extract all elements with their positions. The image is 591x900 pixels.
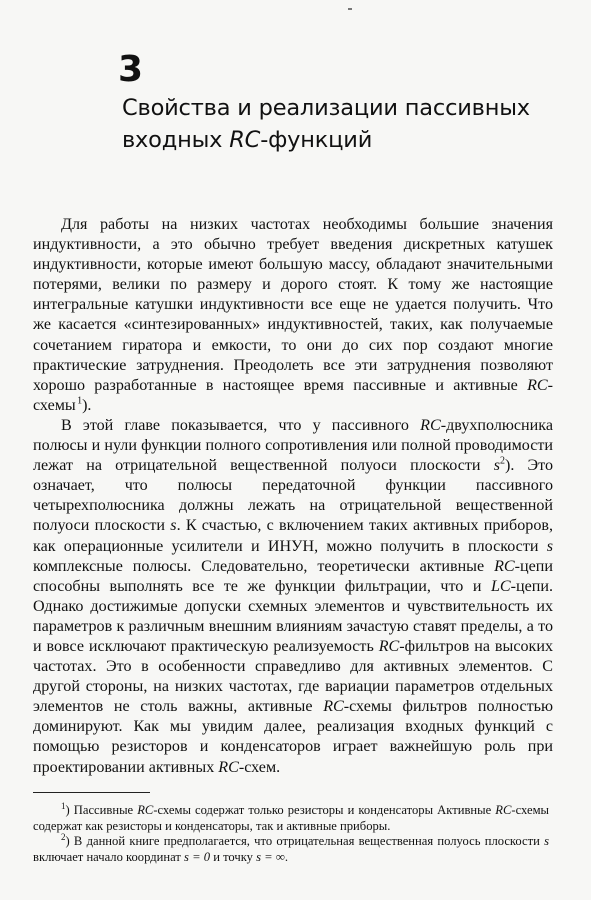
rc-term: RC	[323, 698, 344, 716]
text-run: ) Пассивные	[65, 803, 138, 817]
footnote-2	[33, 831, 549, 865]
rc-term: RC	[527, 376, 548, 394]
text-run: -цепи. Однако достижимые допуски схемных элементов и чувствительность их параметров к различным внешним влияниям зачастую ставят пределы, а то и вовсе исключают практическую реализуемость	[33, 577, 553, 655]
text-run: Для работы на низких частотах необходимы большие значения индуктивности, а это обычно требует введения дискретных катушек индуктивности, которые имеют большую массу, обладают значительными потерями, велики по размеру и дорого стоят. К тому же настоящие интегральные катушки индуктивности все еще не удается получить. Что же касается «синтезированных» индуктивностей, таких, как получаемые сочетанием гиратора и емкости, то они до сих пор создают многие практические затруднения. Преодолеть все эти затруднения позволяют хорошо разработанные в настоящее время пассивные и активные	[33, 216, 553, 394]
chapter-title-line-2	[122, 124, 562, 156]
s-plane-symbol: s	[546, 537, 553, 555]
text-run: -схемы содержат только резисторы и конденсаторы Активные	[153, 803, 496, 817]
paragraph-2	[33, 416, 553, 778]
footnote-mark: 1	[61, 800, 66, 811]
text-run: -схемы фильтров полностью доминируют. Как мы увидим далее, реализация входных функций с помощью резисторов и конденсаторов играет важнейшую роль при проектировании активных	[33, 698, 553, 776]
title-text: входных	[122, 127, 230, 153]
footnote-mark: 2	[499, 455, 505, 467]
rc-term: RC	[137, 803, 154, 817]
text-run: В этой главе показывается, что у пассивного	[61, 416, 421, 434]
rc-term: RC	[218, 758, 239, 776]
rc-term: RC	[494, 557, 515, 575]
footnote-mark: 2	[61, 831, 66, 842]
text-run: -двухполюсника полюсы и нули функции полного сопротивления или полной проводимости лежат на отрицательной вещественной полуоси плоскости	[33, 416, 553, 475]
footnote-1	[33, 800, 549, 834]
footnote-mark: 1	[77, 395, 83, 407]
title-text: -функций	[260, 127, 373, 153]
body-text	[33, 215, 553, 778]
text-run: -схемы	[33, 376, 553, 414]
s-plane-symbol: s	[544, 834, 549, 848]
text-run: -цепи способны выполнять все те же функции фильтрации, что и	[33, 557, 553, 595]
chapter-title	[122, 92, 562, 156]
text-run: -схем.	[238, 758, 281, 776]
text-run: и точку	[210, 849, 257, 864]
footnotes	[33, 800, 549, 865]
text-run: -схемы содержат как резисторы и конденсаторы, так и активные приборы.	[33, 803, 549, 833]
rc-term: RC	[420, 416, 441, 434]
title-rc: RC	[229, 127, 261, 153]
scan-speck	[348, 8, 352, 10]
s-plane-symbol: s	[170, 517, 177, 535]
paragraph-1	[33, 215, 553, 416]
s-plane-symbol: s	[493, 457, 500, 475]
text-run: ). Это означает, что полюсы передаточной функции пассивного четырехполюсника должны лежать на отрицательной вещественной полуоси плоскости	[33, 457, 553, 535]
equation: s = 0	[184, 849, 211, 864]
text-run: -фильтров на высоких частотах. Это в особенности справедливо для активных элементов. С другой стороны, на низких частотах, где вариации параметров отдельных элементов не столь важны, активные	[33, 637, 553, 716]
rc-term: RC	[378, 637, 400, 655]
lc-term: LC	[490, 577, 511, 595]
chapter-number: 3	[118, 49, 144, 90]
text-run: ) В данной книге предполагается, что отрицательная вещественная полуось плоскости	[65, 834, 545, 848]
equation: s = ∞	[256, 849, 285, 864]
text-run: .	[284, 849, 288, 864]
footnote-divider	[33, 792, 150, 793]
text-run: включает начало координат	[33, 849, 185, 864]
text-run: ).	[82, 396, 92, 414]
rc-term: RC	[495, 803, 512, 817]
text-run: комплексные полюсы. Следовательно, теоретически активные	[33, 557, 495, 575]
text-run: . К счастью, с включением таких активных приборов, как операционные усилители и ИНУН, можно получить в плоскости	[33, 517, 553, 555]
chapter-title-line-1: Свойства и реализации пассивных	[122, 95, 530, 121]
